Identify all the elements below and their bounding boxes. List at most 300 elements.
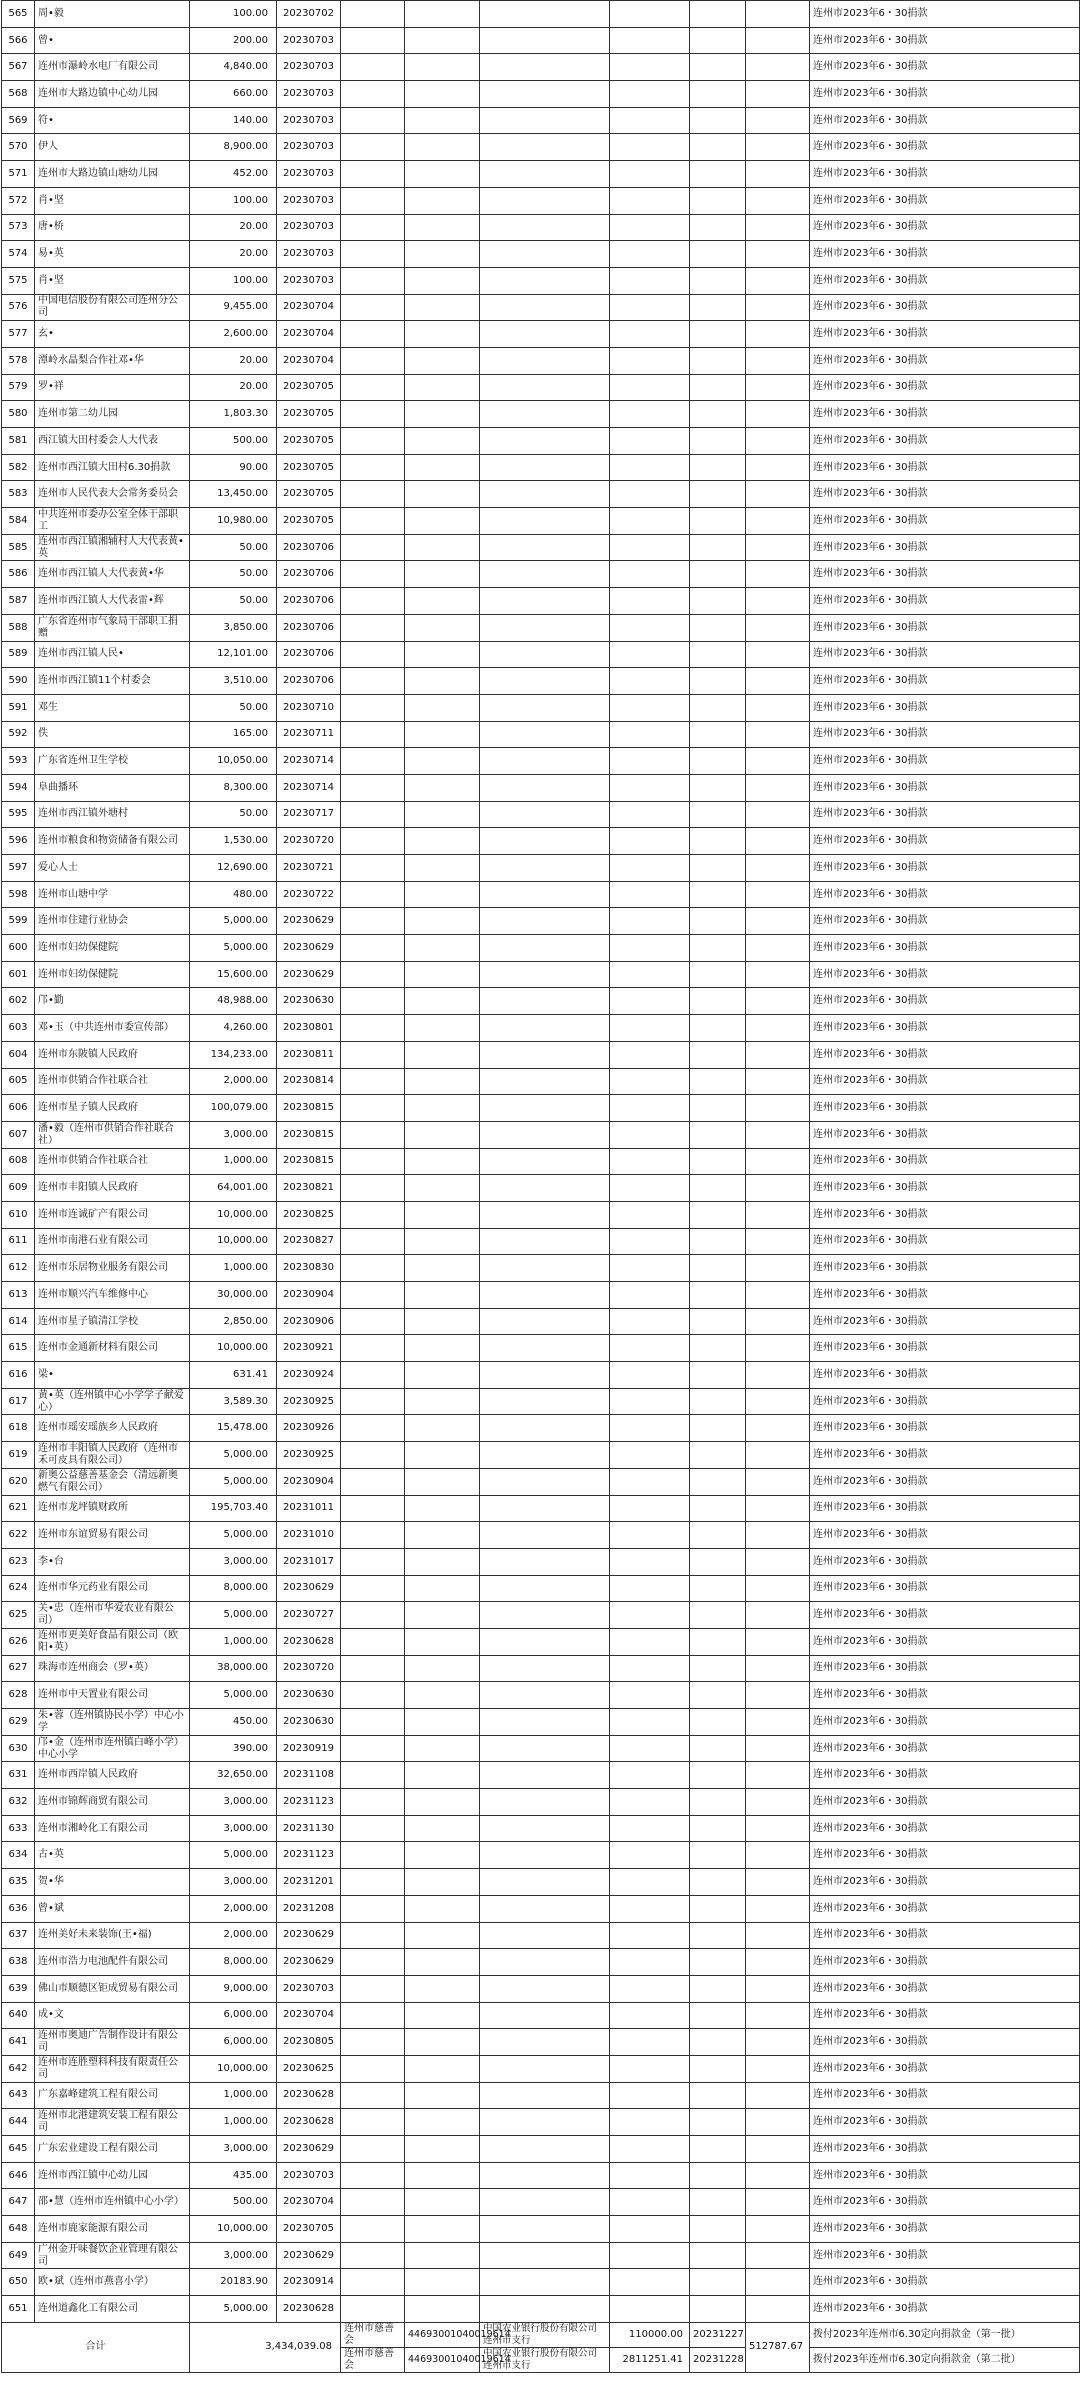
row-number: 579	[2, 374, 35, 401]
donation-date: 20230705	[277, 401, 341, 428]
donation-amount: 2,000.00	[190, 1922, 277, 1949]
donor-name: 连州市供销合作社联合社	[35, 1068, 190, 1095]
table-row	[2, 1442, 1080, 1469]
donor-name: 连州市星子镇清江学校	[35, 1308, 190, 1335]
donor-name: 连州市西江镇人大代表黄•华	[35, 561, 190, 588]
donation-date: 20230704	[277, 2002, 341, 2029]
account-cell	[405, 1068, 480, 1095]
row-number: 576	[2, 294, 35, 321]
account-cell	[405, 2242, 480, 2269]
row-number: 580	[2, 401, 35, 428]
row-number: 566	[2, 27, 35, 54]
purpose: 连州市2023年6・30捐款	[810, 988, 1080, 1015]
payout-amount-cell	[610, 27, 690, 54]
payout-amount-cell	[610, 1148, 690, 1175]
payout-amount-cell	[610, 988, 690, 1015]
payee-cell	[341, 2002, 405, 2029]
purpose: 连州市2023年6・30捐款	[810, 801, 1080, 828]
account-cell	[405, 81, 480, 108]
account-cell	[405, 748, 480, 775]
payout-date-cell	[690, 1655, 746, 1682]
purpose: 连州市2023年6・30捐款	[810, 27, 1080, 54]
payout-amount-cell	[610, 908, 690, 935]
donor-name: 连州市星子镇人民政府	[35, 1095, 190, 1122]
table-row	[2, 2002, 1080, 2029]
donation-amount: 3,000.00	[190, 1815, 277, 1842]
payee-cell	[341, 1095, 405, 1122]
payout-date-cell	[690, 2216, 746, 2243]
bank-cell	[480, 2109, 610, 2136]
donor-name: 连州市锦辉商贸有限公司	[35, 1789, 190, 1816]
table-row	[2, 107, 1080, 134]
table-row	[2, 1495, 1080, 1522]
donation-amount: 1,530.00	[190, 828, 277, 855]
payee-cell	[341, 161, 405, 188]
balance-cell	[746, 294, 810, 321]
table-row	[2, 1869, 1080, 1896]
bank-cell	[480, 241, 610, 268]
payee-cell	[341, 2055, 405, 2082]
donation-date: 20230703	[277, 2162, 341, 2189]
row-number: 608	[2, 1148, 35, 1175]
donation-date: 20230704	[277, 2189, 341, 2216]
row-number: 649	[2, 2242, 35, 2269]
balance-cell	[746, 774, 810, 801]
row-number: 581	[2, 428, 35, 455]
payee-cell	[341, 534, 405, 561]
purpose: 连州市2023年6・30捐款	[810, 748, 1080, 775]
payee-cell	[341, 134, 405, 161]
bank-cell	[480, 1068, 610, 1095]
donation-amount: 10,000.00	[190, 2055, 277, 2082]
payout-date-cell	[690, 561, 746, 588]
donation-date: 20231011	[277, 1495, 341, 1522]
account-cell	[405, 828, 480, 855]
payout-amount-cell	[610, 1895, 690, 1922]
payee-cell	[341, 1895, 405, 1922]
bank-cell	[480, 1789, 610, 1816]
payout-amount-cell	[610, 1602, 690, 1629]
donation-amount: 20.00	[190, 374, 277, 401]
balance-cell	[746, 588, 810, 615]
payout-amount-cell	[610, 1522, 690, 1549]
donor-name: 连州市华元药业有限公司	[35, 1575, 190, 1602]
account-cell	[405, 908, 480, 935]
payout-date-cell	[690, 161, 746, 188]
payee-cell	[341, 1, 405, 28]
payout-amount-cell	[610, 81, 690, 108]
bank-cell	[480, 828, 610, 855]
payout-date-cell	[690, 1895, 746, 1922]
payout-date-cell	[690, 508, 746, 535]
account-cell	[405, 1842, 480, 1869]
account-cell	[405, 721, 480, 748]
payout-amount-cell	[610, 1575, 690, 1602]
account-cell	[405, 2136, 480, 2163]
payout-date: 20231227	[690, 2322, 746, 2347]
donation-amount: 3,589.30	[190, 1388, 277, 1415]
account-cell	[405, 881, 480, 908]
payee-cell	[341, 1442, 405, 1469]
payee-cell	[341, 1682, 405, 1709]
row-number: 568	[2, 81, 35, 108]
payee-cell	[341, 1175, 405, 1202]
payout-amount-cell	[610, 1949, 690, 1976]
donation-date: 20231123	[277, 1842, 341, 1869]
donation-amount: 450.00	[190, 1709, 277, 1736]
account-cell	[405, 561, 480, 588]
donor-name: 连州市西江镇人大代表雷•辉	[35, 588, 190, 615]
donation-date: 20230727	[277, 1602, 341, 1629]
account-cell	[405, 588, 480, 615]
table-row	[2, 267, 1080, 294]
table-row	[2, 2296, 1080, 2323]
payout-date-cell	[690, 1362, 746, 1389]
donor-name: 曾•斌	[35, 1895, 190, 1922]
payout-amount-cell	[610, 2189, 690, 2216]
donation-amount: 5,000.00	[190, 1522, 277, 1549]
account-cell	[405, 1415, 480, 1442]
row-number: 627	[2, 1655, 35, 1682]
bank-cell	[480, 1949, 610, 1976]
payout-date-cell	[690, 294, 746, 321]
payee-cell	[341, 1975, 405, 2002]
payout-amount-cell	[610, 161, 690, 188]
account-cell	[405, 1815, 480, 1842]
payout-date-cell	[690, 2162, 746, 2189]
payout-amount-cell	[610, 454, 690, 481]
donor-name: 佚	[35, 721, 190, 748]
bank-cell	[480, 1735, 610, 1762]
bank-cell	[480, 2055, 610, 2082]
balance-cell	[746, 1735, 810, 1762]
balance-cell	[746, 267, 810, 294]
balance-cell	[746, 1415, 810, 1442]
donation-date: 20230628	[277, 2109, 341, 2136]
payout-amount-cell	[610, 241, 690, 268]
bank-cell	[480, 401, 610, 428]
purpose: 连州市2023年6・30捐款	[810, 1468, 1080, 1495]
account-cell	[405, 1735, 480, 1762]
donation-amount: 631.41	[190, 1362, 277, 1389]
purpose: 连州市2023年6・30捐款	[810, 1709, 1080, 1736]
payee-cell	[341, 54, 405, 81]
balance-cell	[746, 1495, 810, 1522]
account-cell	[405, 107, 480, 134]
balance-cell	[746, 241, 810, 268]
donation-date: 20230811	[277, 1041, 341, 1068]
donor-name: 广东宏业建设工程有限公司	[35, 2136, 190, 2163]
purpose: 连州市2023年6・30捐款	[810, 2189, 1080, 2216]
purpose: 连州市2023年6・30捐款	[810, 2242, 1080, 2269]
payout-amount: 110000.00	[610, 2322, 690, 2347]
table-row	[2, 54, 1080, 81]
donor-name: 肖•坚	[35, 187, 190, 214]
donor-name: 连州市奥迪广告制作设计有限公司	[35, 2029, 190, 2056]
bank-cell	[480, 1041, 610, 1068]
payout-amount-cell	[610, 1442, 690, 1469]
account-cell	[405, 2082, 480, 2109]
purpose: 连州市2023年6・30捐款	[810, 1308, 1080, 1335]
balance-cell	[746, 1201, 810, 1228]
bank-cell	[480, 1468, 610, 1495]
row-number: 617	[2, 1388, 35, 1415]
balance-cell	[746, 1575, 810, 1602]
balance-cell	[746, 1949, 810, 1976]
bank-cell	[480, 161, 610, 188]
donation-date: 20230722	[277, 881, 341, 908]
row-number: 570	[2, 134, 35, 161]
payout-payee: 连州市慈善会	[341, 2347, 405, 2372]
balance-cell	[746, 1121, 810, 1148]
payee-cell	[341, 2296, 405, 2323]
donor-name: 连州市龙坪镇财政所	[35, 1495, 190, 1522]
donation-date: 20230721	[277, 855, 341, 882]
purpose: 连州市2023年6・30捐款	[810, 428, 1080, 455]
payout-date: 20231228	[690, 2347, 746, 2372]
row-number: 584	[2, 508, 35, 535]
donation-amount: 2,000.00	[190, 1895, 277, 1922]
table-row	[2, 2055, 1080, 2082]
payout-amount-cell	[610, 935, 690, 962]
bank-cell	[480, 1201, 610, 1228]
balance-cell	[746, 2055, 810, 2082]
payee-cell	[341, 428, 405, 455]
row-number: 598	[2, 881, 35, 908]
payout-account: 44693001040019614	[405, 2347, 480, 2372]
donation-date: 20231130	[277, 1815, 341, 1842]
balance-cell	[746, 401, 810, 428]
table-row	[2, 374, 1080, 401]
donation-date: 20230711	[277, 721, 341, 748]
payout-amount-cell	[610, 107, 690, 134]
payee-cell	[341, 1228, 405, 1255]
row-number: 593	[2, 748, 35, 775]
table-row	[2, 1, 1080, 28]
donation-date: 20230704	[277, 294, 341, 321]
row-number: 645	[2, 2136, 35, 2163]
balance-cell	[746, 134, 810, 161]
table-row	[2, 1468, 1080, 1495]
payout-date-cell	[690, 187, 746, 214]
donation-date: 20230801	[277, 1015, 341, 1042]
table-row	[2, 1815, 1080, 1842]
donor-name: 连州市供销合作社联合社	[35, 1148, 190, 1175]
donor-name: 古•英	[35, 1842, 190, 1869]
payout-amount-cell	[610, 2055, 690, 2082]
table-row	[2, 694, 1080, 721]
payee-cell	[341, 1522, 405, 1549]
row-number: 633	[2, 1815, 35, 1842]
payout-date-cell	[690, 721, 746, 748]
purpose: 连州市2023年6・30捐款	[810, 1495, 1080, 1522]
row-number: 616	[2, 1362, 35, 1389]
balance-cell	[746, 2082, 810, 2109]
account-cell	[405, 134, 480, 161]
purpose: 连州市2023年6・30捐款	[810, 481, 1080, 508]
table-row	[2, 721, 1080, 748]
donation-amount: 100.00	[190, 267, 277, 294]
bank-cell	[480, 1869, 610, 1896]
payout-date-cell	[690, 1869, 746, 1896]
donation-amount: 3,000.00	[190, 1121, 277, 1148]
purpose: 连州市2023年6・30捐款	[810, 1068, 1080, 1095]
donation-date: 20230906	[277, 1308, 341, 1335]
payee-cell	[341, 828, 405, 855]
donation-amount: 9,455.00	[190, 294, 277, 321]
purpose: 连州市2023年6・30捐款	[810, 1975, 1080, 2002]
account-cell	[405, 2189, 480, 2216]
purpose: 连州市2023年6・30捐款	[810, 2269, 1080, 2296]
payee-cell	[341, 1362, 405, 1389]
donation-amount: 20.00	[190, 241, 277, 268]
payout-amount-cell	[610, 1628, 690, 1655]
row-number: 643	[2, 2082, 35, 2109]
table-row	[2, 2136, 1080, 2163]
payout-amount-cell	[610, 2242, 690, 2269]
donation-date: 20230703	[277, 1975, 341, 2002]
payee-cell	[341, 1041, 405, 1068]
bank-cell	[480, 1575, 610, 1602]
purpose: 连州市2023年6・30捐款	[810, 81, 1080, 108]
total-row	[2, 2322, 1080, 2347]
row-number: 644	[2, 2109, 35, 2136]
payout-date-cell	[690, 1175, 746, 1202]
donation-amount: 200.00	[190, 27, 277, 54]
bank-cell	[480, 801, 610, 828]
donation-date: 20230629	[277, 935, 341, 962]
table-row	[2, 1975, 1080, 2002]
row-number: 635	[2, 1869, 35, 1896]
donation-amount: 100.00	[190, 1, 277, 28]
bank-cell	[480, 187, 610, 214]
donation-amount: 50.00	[190, 588, 277, 615]
bank-cell	[480, 1415, 610, 1442]
bank-cell	[480, 2002, 610, 2029]
payout-amount-cell	[610, 881, 690, 908]
payout-date-cell	[690, 1201, 746, 1228]
bank-cell	[480, 855, 610, 882]
account-cell	[405, 454, 480, 481]
row-number: 597	[2, 855, 35, 882]
purpose: 连州市2023年6・30捐款	[810, 668, 1080, 695]
donor-name: 连州市大路边镇中心幼儿园	[35, 81, 190, 108]
payout-amount-cell	[610, 1095, 690, 1122]
balance-cell	[746, 2002, 810, 2029]
payout-date-cell	[690, 1255, 746, 1282]
purpose: 连州市2023年6・30捐款	[810, 1762, 1080, 1789]
row-number: 610	[2, 1201, 35, 1228]
payout-date-cell	[690, 481, 746, 508]
payout-date-cell	[690, 54, 746, 81]
account-cell	[405, 641, 480, 668]
payout-amount-cell	[610, 134, 690, 161]
payout-amount-cell	[610, 1201, 690, 1228]
bank-cell	[480, 1655, 610, 1682]
table-row	[2, 1682, 1080, 1709]
payout-date-cell	[690, 321, 746, 348]
payout-amount-cell	[610, 401, 690, 428]
donor-name: 中共连州市委办公室全体干部职工	[35, 508, 190, 535]
purpose: 连州市2023年6・30捐款	[810, 374, 1080, 401]
row-number: 613	[2, 1282, 35, 1309]
payout-amount-cell	[610, 2269, 690, 2296]
donation-date: 20230924	[277, 1362, 341, 1389]
purpose: 连州市2023年6・30捐款	[810, 721, 1080, 748]
payout-amount-cell	[610, 1735, 690, 1762]
table-row	[2, 1015, 1080, 1042]
bank-cell	[480, 1762, 610, 1789]
purpose: 连州市2023年6・30捐款	[810, 1869, 1080, 1896]
payout-date-cell	[690, 1095, 746, 1122]
account-cell	[405, 961, 480, 988]
payout-amount-cell	[610, 1709, 690, 1736]
donation-amount: 100.00	[190, 187, 277, 214]
payee-cell	[341, 1015, 405, 1042]
payout-date-cell	[690, 855, 746, 882]
payout-amount-cell	[610, 1175, 690, 1202]
account-cell	[405, 2216, 480, 2243]
balance-cell	[746, 1789, 810, 1816]
bank-cell	[480, 1121, 610, 1148]
donation-amount: 3,000.00	[190, 1869, 277, 1896]
account-cell	[405, 1388, 480, 1415]
payee-cell	[341, 641, 405, 668]
balance-cell	[746, 374, 810, 401]
donation-date: 20230921	[277, 1335, 341, 1362]
total-balance: 512787.67	[746, 2322, 810, 2372]
donation-amount: 9,000.00	[190, 1975, 277, 2002]
donation-date: 20230628	[277, 1628, 341, 1655]
donation-amount: 48,988.00	[190, 988, 277, 1015]
row-number: 567	[2, 54, 35, 81]
payout-amount-cell	[610, 1362, 690, 1389]
donation-date: 20230630	[277, 1682, 341, 1709]
donation-amount: 32,650.00	[190, 1762, 277, 1789]
balance-cell	[746, 855, 810, 882]
payee-cell	[341, 881, 405, 908]
payout-date-cell	[690, 27, 746, 54]
table-row	[2, 1388, 1080, 1415]
purpose: 连州市2023年6・30捐款	[810, 561, 1080, 588]
account-cell	[405, 1255, 480, 1282]
donation-amount: 5,000.00	[190, 1602, 277, 1629]
purpose: 连州市2023年6・30捐款	[810, 1255, 1080, 1282]
row-number: 621	[2, 1495, 35, 1522]
bank-cell	[480, 2269, 610, 2296]
donation-date: 20230703	[277, 214, 341, 241]
purpose: 连州市2023年6・30捐款	[810, 881, 1080, 908]
payout-date-cell	[690, 454, 746, 481]
donor-name: 连州市南港石业有限公司	[35, 1228, 190, 1255]
donation-amount: 1,000.00	[190, 2082, 277, 2109]
donation-amount: 10,000.00	[190, 2216, 277, 2243]
donation-date: 20230703	[277, 161, 341, 188]
donation-date: 20230703	[277, 107, 341, 134]
row-number: 596	[2, 828, 35, 855]
payee-cell	[341, 1415, 405, 1442]
account-cell	[405, 1762, 480, 1789]
balance-cell	[746, 801, 810, 828]
payout-purpose: 拨付2023年连州市6.30定向捐款金（第一批）	[810, 2322, 1080, 2347]
bank-cell	[480, 881, 610, 908]
account-cell	[405, 1282, 480, 1309]
purpose: 连州市2023年6・30捐款	[810, 401, 1080, 428]
donation-amount: 30,000.00	[190, 1282, 277, 1309]
payee-cell	[341, 81, 405, 108]
donor-name: 连州市西江镇湘辅村人大代表黄•英	[35, 534, 190, 561]
payee-cell	[341, 2162, 405, 2189]
